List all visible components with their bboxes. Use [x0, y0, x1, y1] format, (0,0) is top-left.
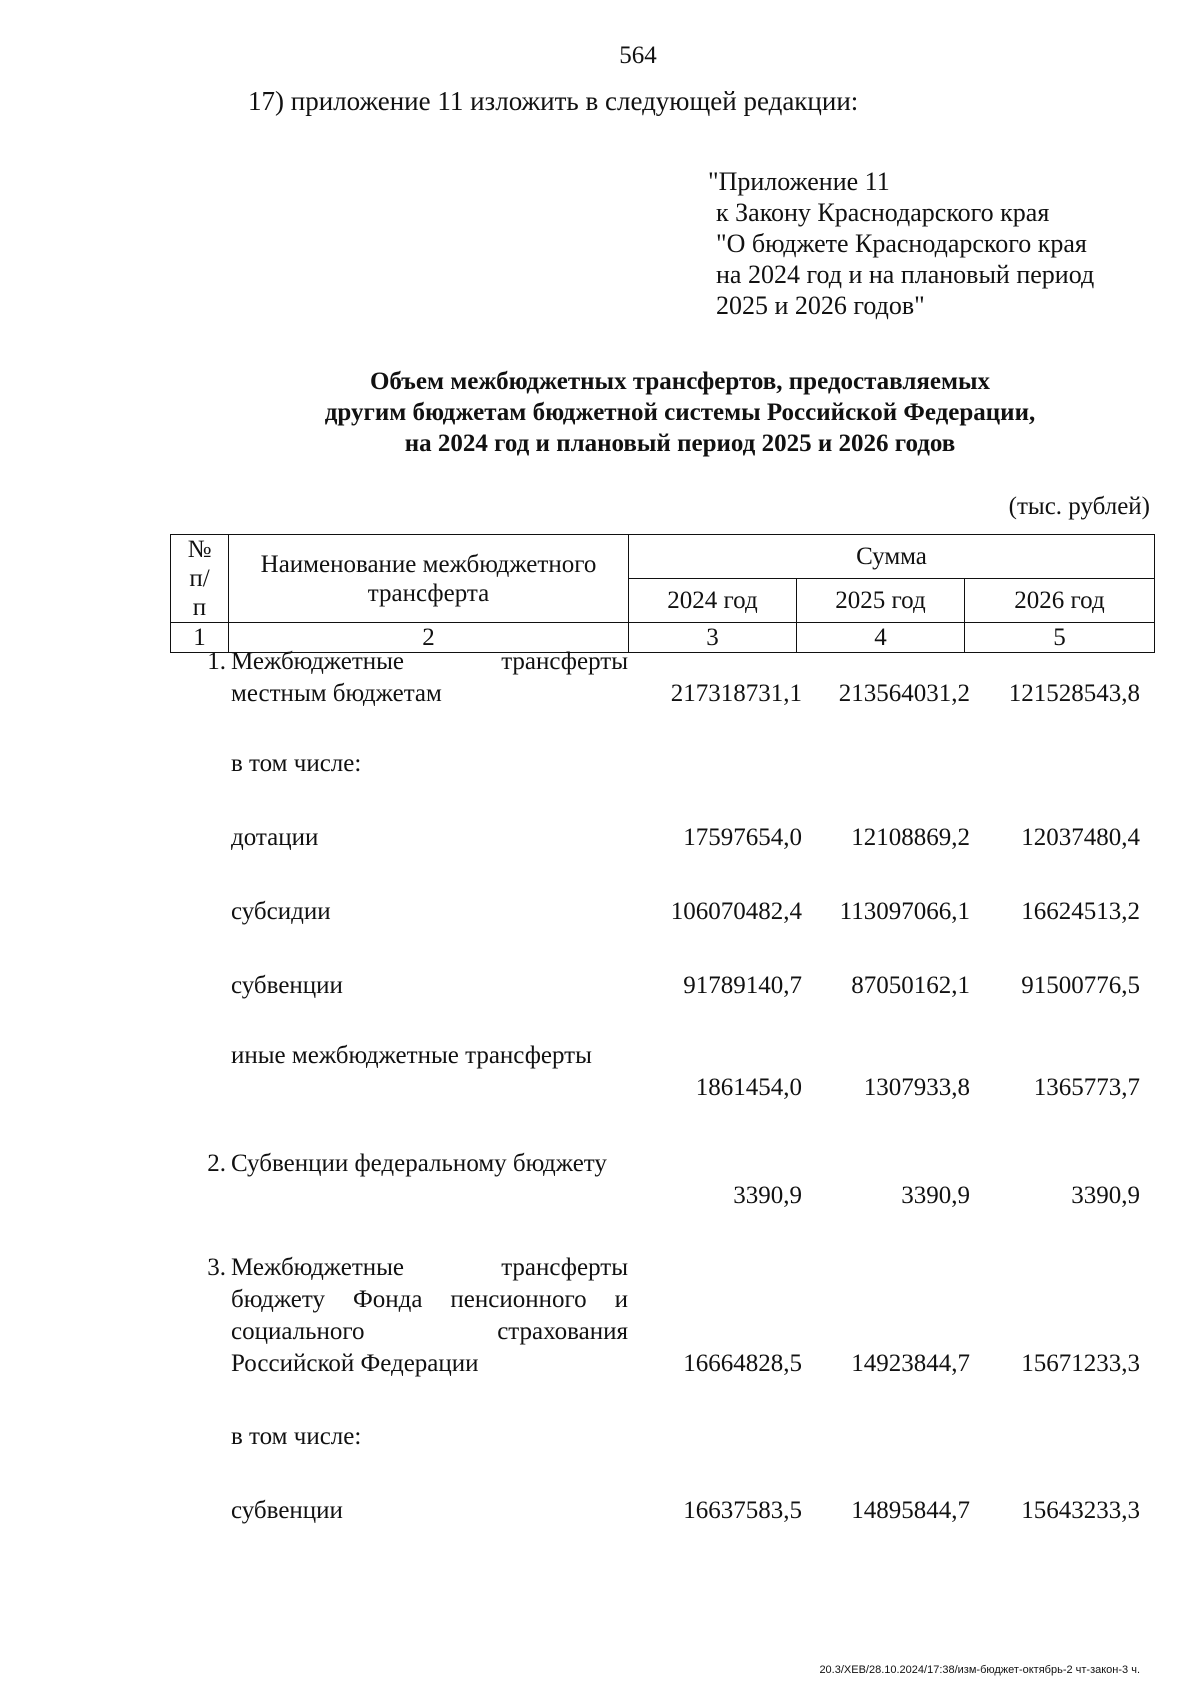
- value-2024: 17597654,0: [683, 824, 802, 851]
- value-2026: 3390,9: [1071, 1182, 1140, 1209]
- value-2024: 217318731,1: [670, 680, 802, 707]
- value-2026: 15671233,3: [1021, 1350, 1140, 1377]
- value-2025: 213564031,2: [838, 680, 970, 707]
- value-2026: 15643233,3: [1021, 1497, 1140, 1524]
- page-number: 564: [619, 42, 657, 69]
- row-name: Субвенции федеральному бюджету: [231, 1150, 607, 1177]
- appendix-line: "О бюджете Краснодарского края: [716, 229, 1087, 258]
- appendix-line: 2025 и 2026 годов": [716, 291, 925, 320]
- value-2025: 1307933,8: [863, 1074, 970, 1101]
- table-row: [170, 1040, 1150, 1104]
- value-2024: 3390,9: [733, 1182, 802, 1209]
- row-name: субвенции: [231, 1497, 343, 1524]
- header-num: № п/п: [171, 535, 229, 623]
- value-2026: 16624513,2: [1021, 898, 1140, 925]
- value-2025: 87050162,1: [851, 972, 970, 999]
- header-year-2026: 2026 год: [965, 579, 1155, 623]
- title-line: Объем межбюджетных трансфертов, предоставляемых: [369, 368, 991, 395]
- row-name: в том числе:: [231, 1423, 362, 1450]
- header-year-2024: 2024 год: [629, 579, 797, 623]
- units-label: (тыс. рублей): [1008, 493, 1150, 520]
- value-2025: 12108869,2: [851, 824, 970, 851]
- value-2024: 91789140,7: [683, 972, 802, 999]
- header-col-1: 1: [171, 623, 229, 653]
- table-header: [170, 534, 1155, 653]
- document-footer: 20.3/ХЕВ/28.10.2024/17:38/изм-бюджет-октябрь-2 чт-закон-3 ч.: [819, 1664, 1140, 1676]
- document-title: [170, 366, 1190, 459]
- header-sum: Сумма: [629, 535, 1155, 579]
- value-2024: 106070482,4: [670, 898, 802, 925]
- row-name: Межбюджетные трансферты бюджету Фонда пенсионного и социального страхования Российской Федерации: [231, 1254, 628, 1377]
- value-2026: 121528543,8: [1008, 680, 1140, 707]
- value-2025: 3390,9: [901, 1182, 970, 1209]
- value-2025: 14895844,7: [851, 1497, 970, 1524]
- row-name: субвенции: [231, 972, 343, 999]
- header-col-2: 2: [229, 623, 629, 653]
- row-number: 3.: [207, 1254, 226, 1281]
- row-name: иные межбюджетные трансферты: [231, 1042, 592, 1069]
- table-row: [170, 646, 1150, 710]
- amendment-instruction: 17) приложение 11 изложить в следующей редакции:: [248, 86, 859, 116]
- row-number: 1.: [207, 648, 226, 675]
- title-line: на 2024 год и плановый период 2025 и 2026 годов: [404, 430, 956, 457]
- table-row: [170, 1148, 1150, 1212]
- title-line: другим бюджетам бюджетной системы Российской Федерации,: [324, 399, 1036, 426]
- appendix-line: "Приложение 11: [708, 167, 890, 196]
- row-number: 2.: [207, 1150, 226, 1177]
- value-2026: 91500776,5: [1021, 972, 1140, 999]
- header-col-4: 4: [797, 623, 965, 653]
- value-2024: 1861454,0: [695, 1074, 802, 1101]
- header-col-3: 3: [629, 623, 797, 653]
- appendix-line: к Закону Краснодарского края: [716, 198, 1050, 227]
- value-2025: 113097066,1: [839, 898, 970, 925]
- header-col-5: 5: [965, 623, 1155, 653]
- appendix-reference: [708, 166, 1094, 321]
- value-2026: 1365773,7: [1033, 1074, 1140, 1101]
- row-name: дотации: [231, 824, 319, 851]
- row-name: Межбюджетные трансферты местным бюджетам: [231, 648, 628, 707]
- header-year-2025: 2025 год: [797, 579, 965, 623]
- appendix-line: на 2024 год и на плановый период: [716, 260, 1095, 289]
- value-2024: 16637583,5: [683, 1497, 802, 1524]
- value-2024: 16664828,5: [683, 1350, 802, 1377]
- header-name: Наименование межбюджетного трансферта: [229, 535, 629, 623]
- value-2026: 12037480,4: [1021, 824, 1140, 851]
- table-row: [170, 1252, 1150, 1380]
- row-name: субсидии: [231, 898, 331, 925]
- row-name: в том числе:: [231, 750, 362, 777]
- value-2025: 14923844,7: [851, 1350, 970, 1377]
